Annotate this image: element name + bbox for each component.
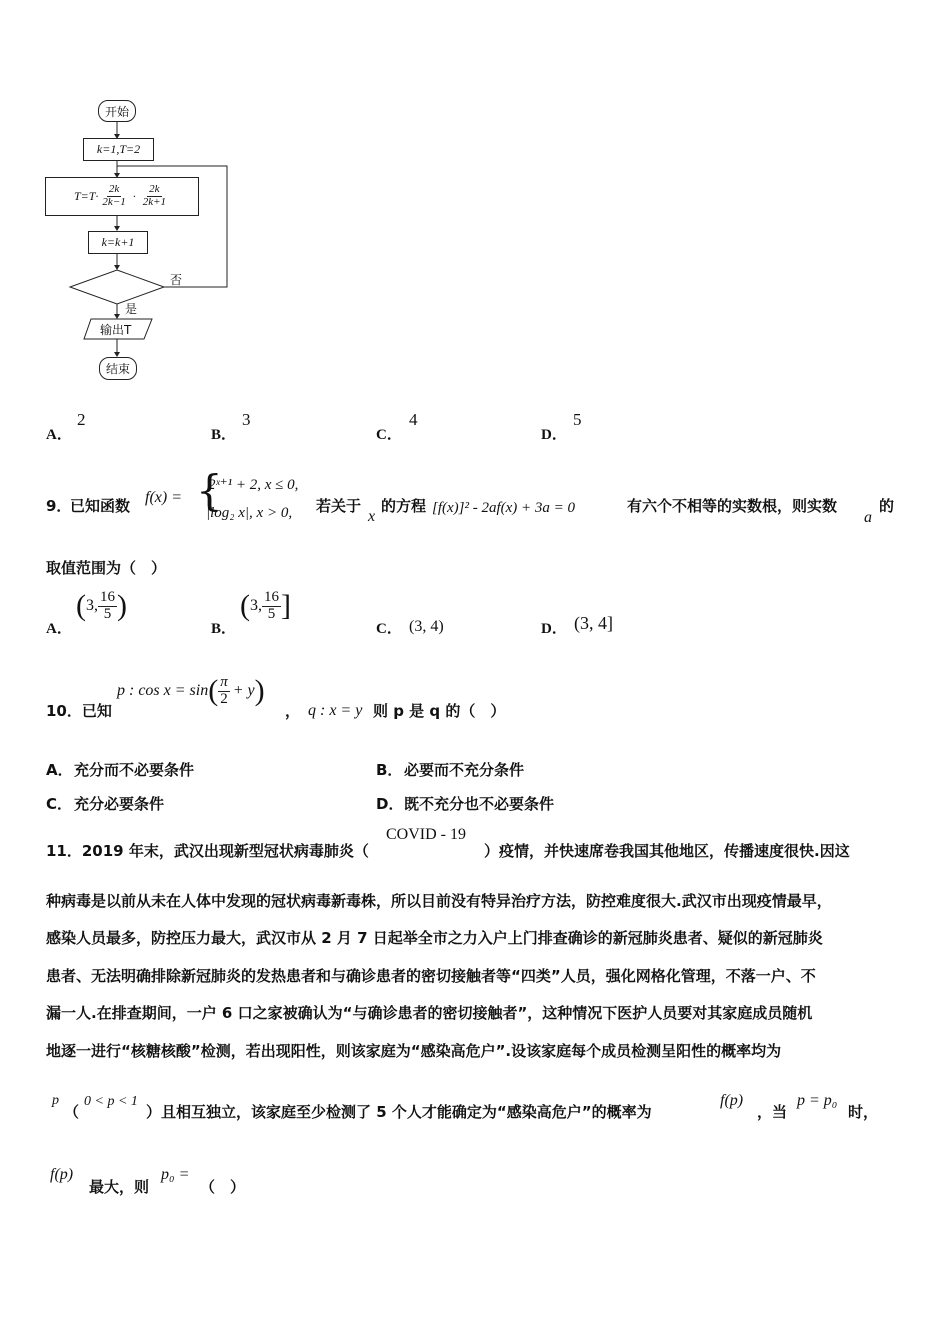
- q9-option-b-den: 5: [267, 605, 276, 622]
- q11-line1-b: ）疫情，并快速席卷我国其他地区，传播速度很快.因这: [484, 842, 850, 860]
- q11-line8-b: （ ）: [200, 1178, 246, 1196]
- q10-option-c-letter: C．: [46, 795, 73, 813]
- q11-p-range-open: （: [64, 1103, 80, 1121]
- flowchart-end-label: 结束: [105, 362, 130, 376]
- q11-line5: 漏一人.在排查期间，一户 6 口之家被确认为“与确诊患者的密切接触者”，这种情况下医护人员要对其家庭成员随机: [46, 1004, 813, 1022]
- q11-p-range: 0 < p < 1: [84, 1094, 138, 1109]
- q10-tail: 则 p 是 q 的（ ）: [373, 702, 506, 720]
- q8-option-a-value: 2: [77, 410, 86, 429]
- flowchart-frac2-den: 2k+1: [142, 196, 167, 208]
- flowchart-end: [99, 357, 137, 380]
- flowchart-frac1-num: 2k: [108, 183, 120, 196]
- q10-frac: [218, 675, 230, 708]
- q9-option-a-left: (: [76, 589, 86, 622]
- decision-diamond: [70, 270, 164, 304]
- q9-option-b-left: (: [240, 589, 250, 622]
- q9-var-a: a: [864, 509, 872, 526]
- q10-option-c-text: 充分必要条件: [74, 795, 165, 813]
- q8-option-a-letter: A．: [46, 427, 72, 443]
- q9-mid2: 的方程: [381, 497, 427, 515]
- flowchart-init: [83, 138, 154, 161]
- q8-option-d-letter: D．: [541, 427, 567, 443]
- q9-brace: {: [196, 466, 223, 515]
- q11-p0-eq: p₀ =: [161, 1166, 190, 1183]
- q9-option-b-right: ]: [281, 589, 291, 622]
- q8-option-c-letter: C．: [376, 427, 402, 443]
- q9-option-a-value: [76, 589, 127, 623]
- q9-option-a-letter: A．: [46, 621, 72, 637]
- q10-paren-left: (: [208, 674, 219, 707]
- flowchart-yes-label: 是: [125, 302, 138, 316]
- q10-p-expr: [117, 674, 265, 708]
- q9-option-a-right: ): [117, 589, 127, 622]
- q11-line2: 种病毒是以前从未在人体中发现的冠状病毒新毒株，所以目前没有特异治疗方法，防控难度很大.武汉市出现疫情最早，: [46, 892, 832, 910]
- q10-paren-right: ): [254, 674, 265, 707]
- q9-number: 9．: [46, 497, 72, 515]
- flowchart-update-dot: ·: [132, 189, 136, 203]
- q10-option-b-text: 必要而不充分条件: [404, 761, 525, 779]
- flowchart-frac2-num: 2k: [149, 183, 160, 196]
- q10-option-a-letter: A．: [46, 761, 73, 779]
- q9-option-a-a: 3,: [86, 597, 98, 614]
- flowchart-frac1-den: 2k−1: [102, 196, 126, 208]
- q10-frac-num: π: [220, 673, 228, 690]
- q11-line7-a: ）且相互独立，该家庭至少检测了 5 个人才能确定为“感染高危户”的概率为: [146, 1103, 652, 1121]
- q10-p-expr-a: p : cos x = sin: [117, 682, 209, 699]
- q9-case2: |log₂ x|, x > 0,: [206, 505, 293, 521]
- q11-p-var: p: [52, 1093, 59, 1108]
- q9-option-c-letter: C．: [376, 621, 402, 637]
- q9-option-a-num: 16: [100, 588, 115, 605]
- q11-line7-c: 时，: [848, 1103, 879, 1121]
- q9-option-b-a: 3,: [250, 597, 262, 614]
- q9-option-a-frac: [98, 590, 117, 623]
- q9-mid3: 有六个不相等的实数根，则实数: [627, 497, 838, 515]
- flowchart-start-label: 开始: [104, 104, 129, 119]
- q11-line1-a: 11．2019 年末，武汉出现新型冠状病毒肺炎（: [46, 842, 369, 860]
- q11-line7-b: ，当: [757, 1103, 788, 1121]
- q9-option-b-letter: B．: [211, 621, 237, 637]
- flowchart-increment: [88, 231, 148, 254]
- q9-intro: 已知函数: [70, 497, 131, 515]
- q11-fp: f(p): [720, 1092, 744, 1109]
- q10-frac-den: 2: [220, 690, 228, 707]
- q9-case1: 2ˣ⁺¹ + 2, x ≤ 0,: [208, 477, 299, 493]
- q10-q-expr: q : x = y: [308, 702, 363, 719]
- q9-option-d-letter: D．: [541, 621, 567, 637]
- q9-var-x: x: [368, 508, 376, 525]
- flowchart-no-label: 否: [170, 273, 183, 287]
- q8-option-b-value: 3: [242, 410, 251, 429]
- q10-option-b-letter: B．: [376, 761, 403, 779]
- q11-p-eq: p = p₀: [797, 1092, 838, 1109]
- q9-line2: 取值范围为（ ）: [46, 559, 167, 577]
- q10-comma: ，: [285, 702, 301, 720]
- flowchart-increment-label: k=k+1: [101, 235, 135, 249]
- q11-line8-a: 最大，则: [89, 1178, 150, 1196]
- q9-option-b-num: 16: [264, 588, 279, 605]
- q9-equation: [f(x)]² - 2af(x) + 3a = 0: [432, 500, 576, 516]
- q9-option-d-value: (3, 4]: [574, 613, 613, 633]
- q11-line3: 感染人员最多，防控压力最大，武汉市从 2 月 7 日起举全市之力入户上门排查确诊的新冠肺炎患者、疑似的新冠肺炎: [46, 929, 823, 947]
- q9-option-b-value: [240, 589, 291, 623]
- flowchart-frac1: [100, 184, 127, 208]
- q8-option-d-value: 5: [573, 410, 582, 429]
- flowchart-update: [45, 177, 199, 216]
- flowchart-frac2: [141, 184, 168, 208]
- q11-line6: 地逐一进行“核糖核酸”检测，若出现阳性，则该家庭为“感染高危户”.设该家庭每个成员检测呈阳性的概率均为: [46, 1042, 782, 1060]
- q9-option-c-value: (3, 4): [409, 618, 444, 635]
- flowchart-start: [98, 100, 136, 122]
- flowchart-init-label: k=1,T=2: [96, 142, 141, 156]
- q9-func-lhs: f(x) =: [145, 489, 182, 506]
- q10-option-d-text: 既不充分也不必要条件: [404, 795, 555, 813]
- q11-covid: COVID - 19: [386, 826, 466, 843]
- q10-option-d-letter: D．: [376, 795, 404, 813]
- q10-option-a-text: 充分而不必要条件: [74, 761, 195, 779]
- q8-option-c-value: 4: [409, 410, 418, 429]
- q8-option-b-letter: B．: [211, 427, 237, 443]
- flowchart-output-label: 输出T: [100, 323, 132, 337]
- q11-line4: 患者、无法明确排除新冠肺炎的发热患者和与确诊患者的密切接触者等“四类”人员，强化网格化管理，不落一户、不: [46, 967, 816, 985]
- q10-number: 10．已知: [46, 702, 112, 720]
- q9-option-b-frac: [262, 590, 281, 623]
- q9-mid4: 的: [879, 497, 895, 515]
- q9-option-a-den: 5: [103, 605, 112, 622]
- q11-fp2: f(p): [50, 1166, 74, 1183]
- flowchart-update-lhs: T=T·: [73, 189, 99, 203]
- q9-mid1: 若关于: [316, 497, 362, 515]
- q10-p-plus: + y: [232, 682, 255, 699]
